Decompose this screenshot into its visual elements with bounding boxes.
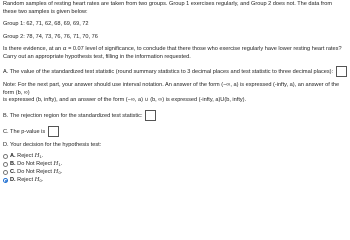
option-letter: A. xyxy=(10,152,16,159)
option-hyp: H xyxy=(34,152,40,159)
question-post: level of significance, to conclude that there those who exercise regularly have lower resting heart rates? Carry out an appropriate hypothesis test, filling in the information requested. xyxy=(3,46,342,60)
alpha-value: = 0.07 xyxy=(68,46,84,53)
option-text: Reject xyxy=(17,152,34,159)
rejection-region-input[interactable] xyxy=(145,110,156,121)
radio-a[interactable] xyxy=(3,154,8,159)
intro-text: Random samples of resting heart rates are taken from two groups. Group 1 exercises regularly, and Group 2 does not. The data from these two samples is given below: xyxy=(3,1,333,15)
option-letter: B. xyxy=(10,160,16,167)
option-text: Reject xyxy=(17,176,34,183)
question-text xyxy=(3,46,347,61)
group1-data: Group 1: 62, 71, 62, 68, 69, 69, 72 xyxy=(3,21,89,28)
radio-d-selected[interactable] xyxy=(3,178,8,183)
note-line-2 xyxy=(3,97,347,105)
radio-c[interactable] xyxy=(3,170,8,175)
p-value-input[interactable] xyxy=(48,126,59,137)
option-text: Do Not Reject xyxy=(17,168,52,175)
question-pre: Is there evidence, at an xyxy=(3,46,62,53)
option-reject-h0[interactable]: D. Reject H 0 . xyxy=(3,176,347,184)
option-reject-h1[interactable]: A. Reject H 1 . xyxy=(3,152,347,160)
part-b xyxy=(3,110,347,121)
option-do-not-reject-h0[interactable]: C. Do Not Reject H 0 . xyxy=(3,168,347,176)
radio-b[interactable] xyxy=(3,162,8,167)
note-text-2: is expressed (b, infty), and an answer of the form (−∞, a) ∪ (b, ∞) is expressed (-infty, a)U(b, infty). xyxy=(3,97,247,104)
option-hyp: H xyxy=(53,160,59,167)
alpha-symbol: α xyxy=(62,46,67,53)
option-hyp: H xyxy=(34,176,40,183)
part-d-label: D. Your decision for the hypothesis test: xyxy=(3,141,102,148)
option-hyp-sub: 0 xyxy=(39,177,42,183)
decision-options xyxy=(3,152,347,184)
part-b-label: B. The rejection region for the standardized test statistic: xyxy=(3,112,143,119)
part-a xyxy=(3,66,347,77)
test-statistic-input[interactable] xyxy=(336,66,347,77)
part-c xyxy=(3,126,347,137)
option-letter: D. xyxy=(10,176,16,183)
part-c-label: C. The p-value is xyxy=(3,128,46,135)
option-do-not-reject-h1[interactable]: B. Do Not Reject H 1 . xyxy=(3,160,347,168)
option-hyp: H xyxy=(53,168,59,175)
option-text: Do Not Reject xyxy=(17,160,52,167)
option-hyp-sub: 1 xyxy=(58,161,61,167)
option-letter: C. xyxy=(10,168,16,175)
option-hyp-sub: 0 xyxy=(58,169,61,175)
option-hyp-sub: 1 xyxy=(39,153,42,159)
group2-data: Group 2: 78, 74, 73, 76, 76, 71, 70, 76 xyxy=(3,33,98,40)
note-line-1 xyxy=(3,82,347,97)
note-text-1: Note: For the next part, your answer should use interval notation. An answer of the form (−∞, a) is expressed (-infty, a), an answer of the form (b, ∞) xyxy=(3,82,340,96)
part-a-label: A. The value of the standardized test statistic (round summary statistics to 3 decimal places and test statistic to three decimal places): xyxy=(3,69,334,76)
